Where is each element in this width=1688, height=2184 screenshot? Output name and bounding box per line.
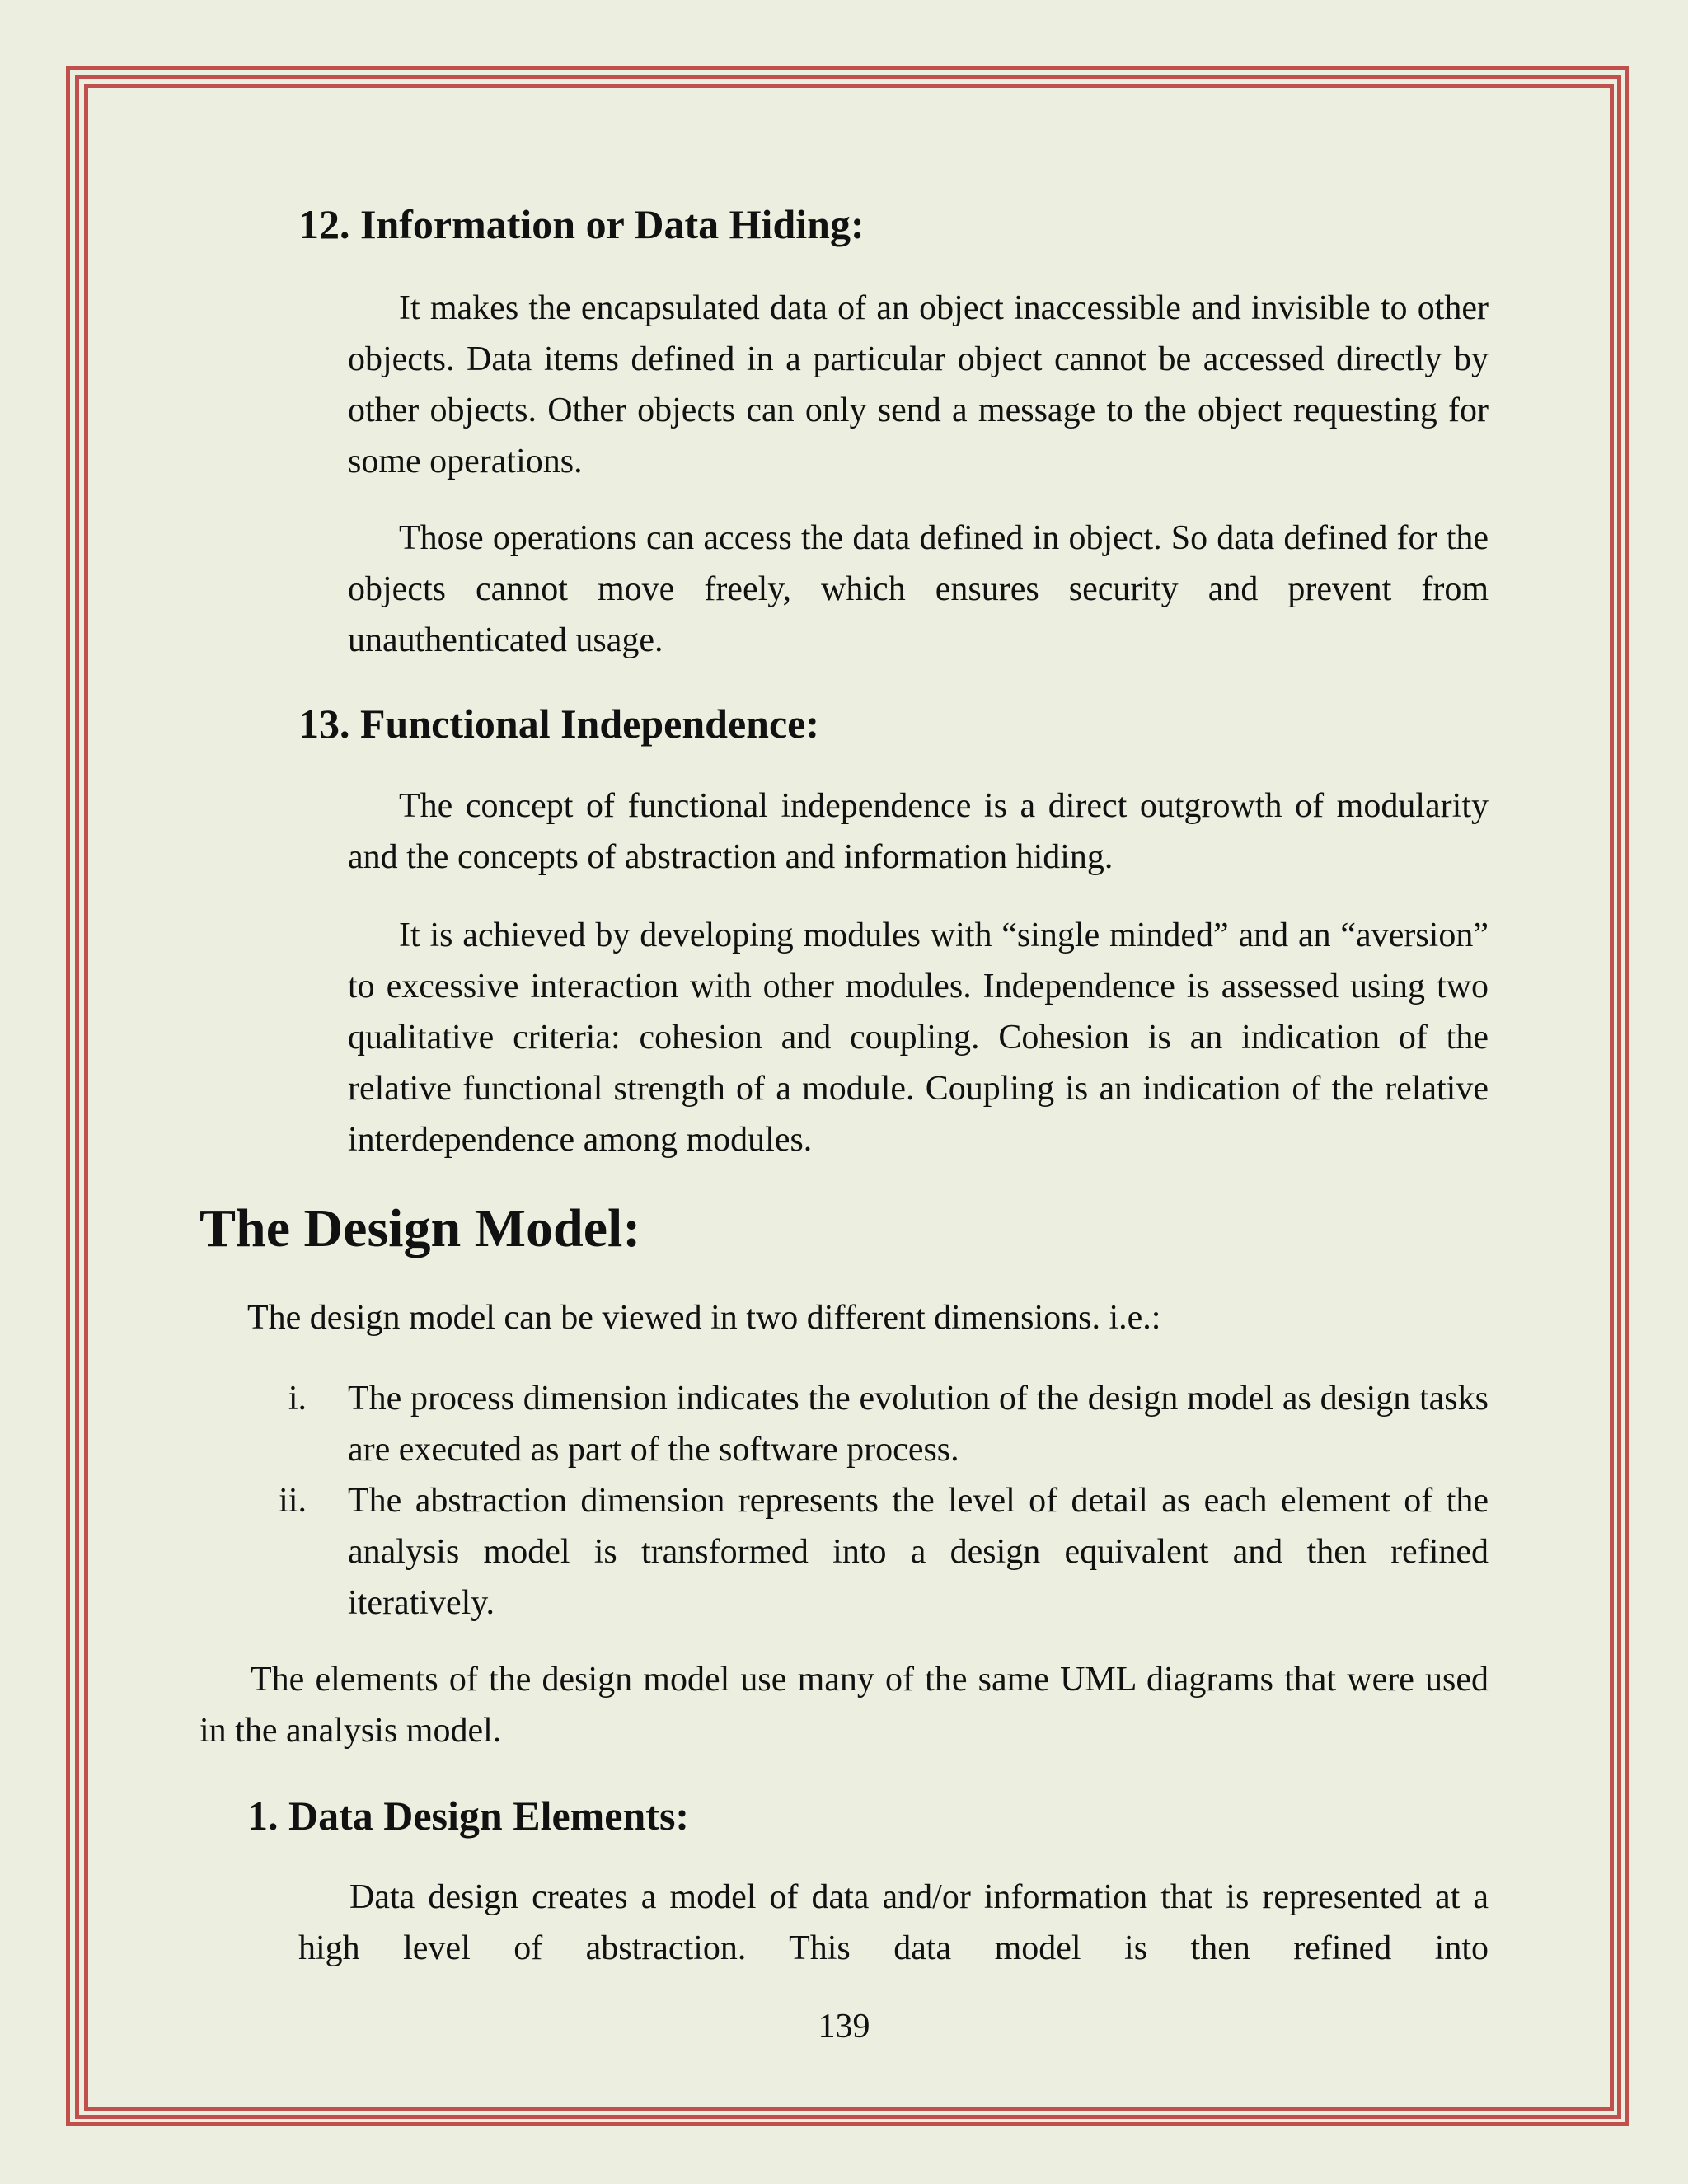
section-12-paragraph-2: Those operations can access the data defined in object. So data defined for the objects cannot move freely, which ensures security and prevent from unauthenticated usage.: [348, 519, 1489, 659]
design-model-closing: The elements of the design model use many of the same UML diagrams that were used in the analysis model.: [199, 1661, 1489, 1750]
section-13-paragraph-1: The concept of functional independence is a direct outgrowth of modularity and the concepts of abstraction and information hiding.: [348, 787, 1489, 876]
list-item: [0, 1475, 1688, 1629]
list-item-marker: ii.: [279, 1482, 307, 1520]
data-design-paragraph-1: Data design creates a model of data and/or information that is represented at a high level of abstraction. This data model is then refined into: [298, 1878, 1489, 1967]
design-model-intro: The design model can be viewed in two different dimensions. i.e.:: [247, 1299, 1161, 1337]
list-item-text: The process dimension indicates the evolution of the design model as design tasks are executed as part of the software process.: [348, 1380, 1489, 1469]
data-design-heading: 1. Data Design Elements:: [247, 1793, 690, 1839]
section-13-heading: 13. Functional Independence:: [298, 701, 820, 747]
section-12-heading: 12. Information or Data Hiding:: [298, 201, 865, 247]
section-13-paragraph-2: It is achieved by developing modules with “single minded” and an “aversion” to excessive interaction with other modules. Independence is assessed using two qualitative criteria: cohesion and coupling. Cohesion is an indication of the relative functional strength of a module. Coupling is an indication of the relative interdependence among modules.: [348, 916, 1489, 1159]
design-model-heading: The Design Model:: [199, 1198, 641, 1258]
list-item: [0, 1373, 1688, 1475]
page-number: 139: [818, 2008, 870, 2046]
section-12-paragraph-1: It makes the encapsulated data of an object inaccessible and invisible to other objects. Data items defined in a particular object cannot be accessed directly by other objects. Other objects can only send a message to the object requesting for some operations.: [348, 289, 1489, 480]
list-item-marker: i.: [288, 1380, 307, 1418]
list-item-text: The abstraction dimension represents the level of detail as each element of the analysis model is transformed into a design equivalent and then refined iteratively.: [348, 1482, 1489, 1622]
